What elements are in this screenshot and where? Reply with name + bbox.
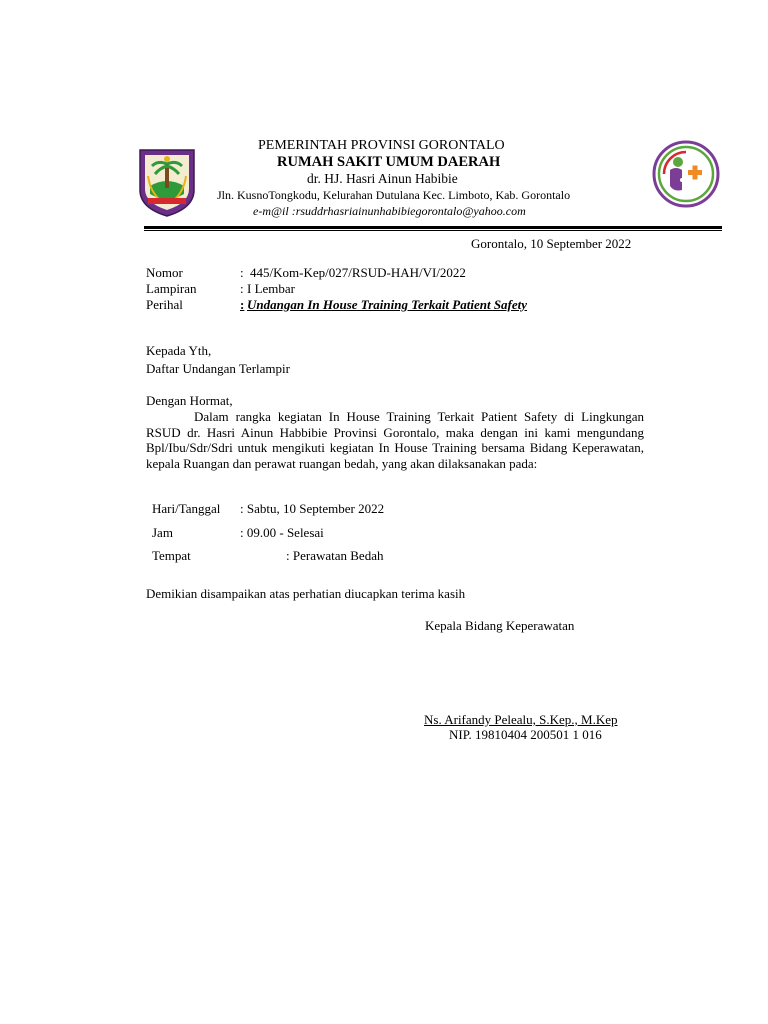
schedule-label-hari: Hari/Tanggal	[152, 501, 221, 516]
meta-value-nomor: 445/Kom-Kep/027/RSUD-HAH/VI/2022	[250, 265, 466, 280]
rsud-hospital-logo-icon	[652, 140, 720, 208]
greeting: Dengan Hormat,	[146, 393, 233, 408]
signature-title: Kepala Bidang Keperawatan	[425, 618, 575, 633]
schedule-label-jam: Jam	[152, 525, 173, 540]
schedule-value-hari: : Sabtu, 10 September 2022	[240, 501, 385, 516]
kop-line-hospital: RUMAH SAKIT UMUM DAERAH	[277, 154, 501, 170]
schedule-value-jam: : 09.00 - Selesai	[240, 525, 324, 540]
schedule-label-tempat: Tempat	[152, 548, 191, 563]
schedule-value-tempat: : Perawatan Bedah	[286, 548, 384, 563]
gorontalo-province-crest-icon	[136, 146, 198, 218]
meta-sep-nomor: :	[240, 265, 244, 280]
meta-label-lampiran: Lampiran	[146, 281, 197, 296]
kop-line-hospital-name: dr. HJ. Hasri Ainun Habibie	[307, 171, 458, 186]
kop-address: Jln. KusnoTongkodu, Kelurahan Dutulana Kec. Limboto, Kab. Gorontalo	[217, 188, 571, 202]
kop-line-government: PEMERINTAH PROVINSI GORONTALO	[258, 138, 505, 153]
body-paragraph	[146, 409, 644, 471]
meta-sep-perihal: :	[240, 297, 245, 312]
signature-nip: NIP. 19810404 200501 1 016	[449, 727, 602, 742]
meta-value-lampiran: I Lembar	[247, 281, 296, 296]
signature-name: Ns. Arifandy Pelealu, S.Kep., M.Kep	[424, 712, 618, 727]
letter-date: Gorontalo, 10 September 2022	[471, 236, 632, 251]
meta-value-perihal: Undangan In House Training Terkait Patient Safety	[247, 297, 528, 312]
meta-label-nomor: Nomor	[146, 265, 183, 280]
body-paragraph-text: Dalam rangka kegiatan In House Training Terkait Patient Safety di Lingkungan RSUD dr. Hasri Ainun Habbibie Provinsi Gorontalo, maka dengan ini kami mengundang Bpl/Ibu/Sdr/Sdri untuk mengikuti kegiatan In House Training bersama Bidang Keperawatan, kepala Ruangan dan perawat ruangan bedah, yang akan dilaksanakan pada:	[146, 409, 644, 471]
recipient-salutation: Kepada Yth,	[146, 343, 212, 358]
closing-sentence: Demikian disampaikan atas perhatian diucapkan terima kasih	[146, 586, 466, 601]
kop-email: e-m@il :rsuddrhasriainunhabibiegorontalo@yahoo.com	[253, 204, 526, 218]
meta-sep-lampiran: :	[240, 281, 244, 296]
meta-label-perihal: Perihal	[146, 297, 183, 312]
kop-divider-thin	[144, 230, 722, 231]
kop-divider-thick	[144, 226, 722, 229]
recipient-list: Daftar Undangan Terlampir	[146, 361, 290, 376]
